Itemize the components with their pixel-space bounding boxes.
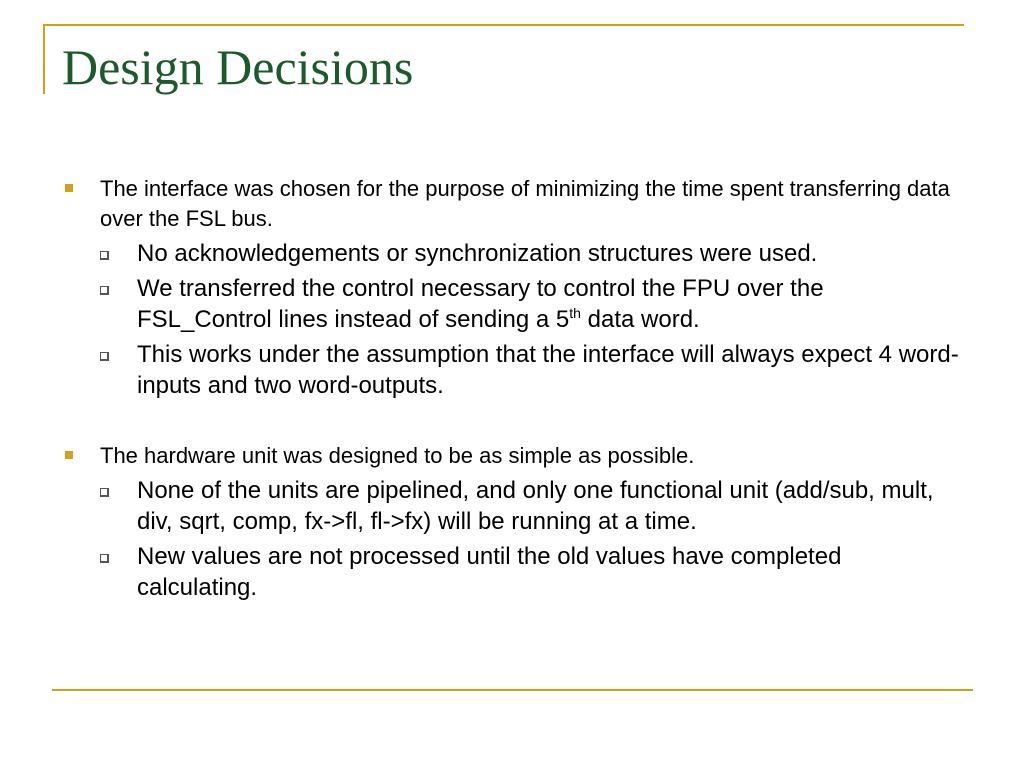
sub-bullet-text: New values are not processed until the old values have completed calculating.: [137, 543, 842, 601]
sub-bullet-item: [0, 475, 1024, 537]
ordinal-superscript: th: [569, 305, 581, 321]
hollow-square-bullet-icon: [100, 251, 109, 260]
hollow-square-bullet-icon: [100, 554, 109, 563]
spacer: [0, 401, 1024, 441]
sub-bullet-text-part: data word.: [580, 306, 700, 333]
sub-bullet-text: This works under the assumption that the interface will always expect 4 word-inputs and two word-outputs.: [137, 341, 959, 399]
bullet-list: [0, 174, 1024, 603]
left-rule: [43, 24, 45, 94]
sub-bullet-text: None of the units are pipelined, and only one functional unit (add/sub, mult, div, sqrt, comp, fx->fl, fl->fx) will be running at a time.: [137, 477, 934, 535]
bullet-text: The interface was chosen for the purpose of minimizing the time spent transferring data over the FSL bus.: [100, 176, 950, 231]
sub-bullet-item: [0, 273, 1024, 335]
hollow-square-bullet-icon: [100, 286, 109, 295]
sub-bullet-text: No acknowledgements or synchronization structures were used.: [137, 240, 818, 267]
sub-bullet-item: [0, 541, 1024, 603]
top-rule: [43, 24, 964, 26]
hollow-square-bullet-icon: [100, 488, 109, 497]
sub-bullet-item: [0, 238, 1024, 269]
square-bullet-icon: [65, 451, 73, 459]
square-bullet-icon: [65, 184, 73, 192]
slide-title: Design Decisions: [62, 39, 414, 95]
bottom-rule: [52, 689, 973, 691]
hollow-square-bullet-icon: [100, 352, 109, 361]
bullet-text: The hardware unit was designed to be as simple as possible.: [100, 443, 695, 468]
sub-bullet-text-part: We transferred the control necessary to control the FPU over the FSL_Control lines instead of sending a 5: [137, 275, 824, 333]
sub-bullet-text: [137, 275, 824, 333]
bullet-item: [0, 441, 1024, 471]
sub-bullet-item: [0, 339, 1024, 401]
bullet-item: [0, 174, 1024, 234]
